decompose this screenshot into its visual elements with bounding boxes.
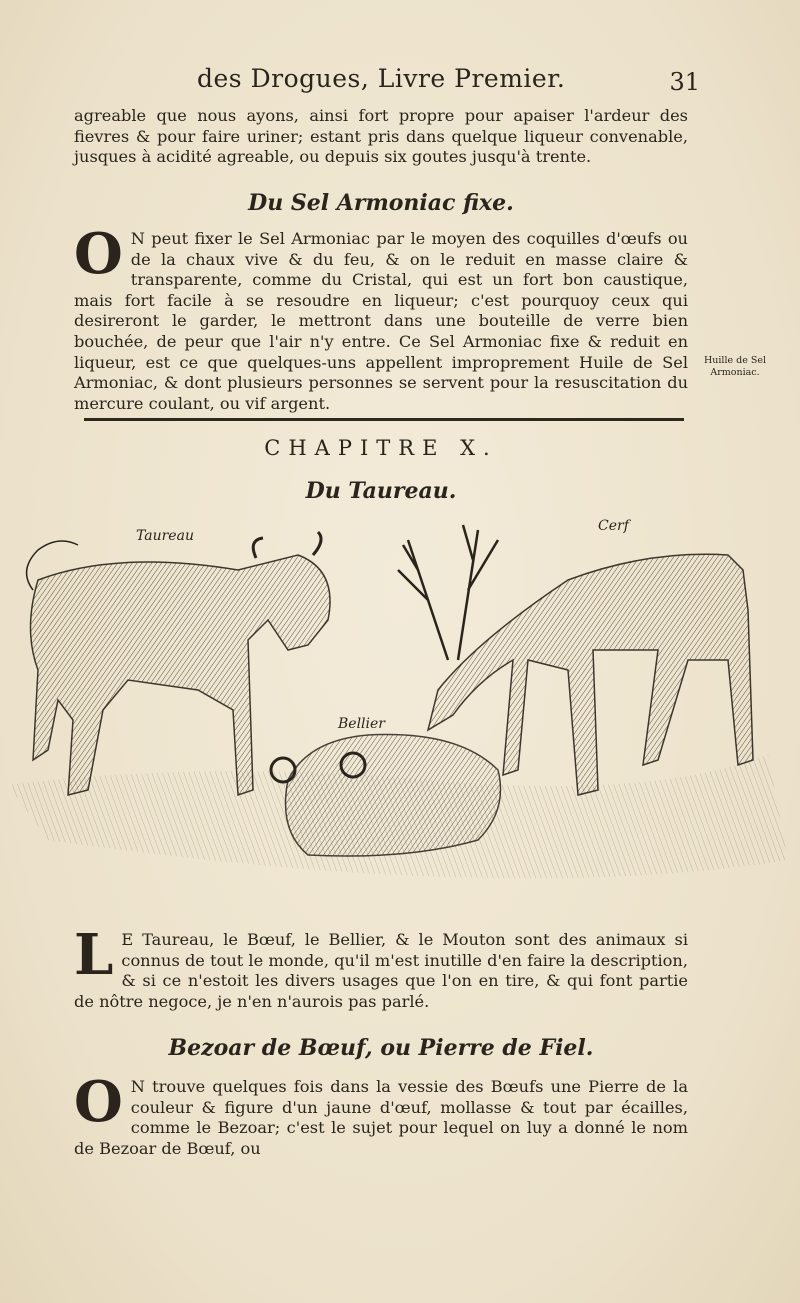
ram-figure bbox=[271, 734, 501, 856]
label-taureau: Taureau bbox=[136, 528, 194, 544]
paragraph-text: E Taureau, le Bœuf, le Bellier, & le Mouton sont des animaux si connus de tout le monde, qu'il m'est inutille d'en faire la description, & si ce n'estoit les divers usages que l'on en tire, & qui font partie de nôtre negoce, je n'en n'aurois pas parlé. bbox=[74, 930, 688, 1011]
paragraph-text: N trouve quelques fois dans la vessie des Bœufs une Pierre de la couleur & figure d'un jaune d'œuf, mollasse & tout par écailles, comme le Bezoar; c'est le sujet pour lequel on luy a donné le nom de Bezoar de Bœuf, ou bbox=[74, 1077, 688, 1158]
chapter-title: Du Taureau. bbox=[305, 478, 457, 504]
dropcap-initial: O bbox=[74, 1069, 123, 1135]
engraving-plate bbox=[8, 510, 792, 900]
margin-note: Huille de Sel Armoniac. bbox=[703, 355, 767, 378]
bull-figure bbox=[27, 532, 330, 795]
animals-engraving bbox=[8, 510, 792, 900]
sel-armoniac-paragraph bbox=[74, 221, 688, 414]
running-head: des Drogues, Livre Premier. bbox=[197, 64, 566, 93]
dropcap-initial: L bbox=[74, 922, 114, 988]
section-title-bezoar: Bezoar de Bœuf, ou Pierre de Fiel. bbox=[168, 1035, 594, 1061]
dropcap-initial: O bbox=[74, 221, 123, 287]
label-bellier: Bellier bbox=[338, 716, 385, 732]
paragraph-text: N peut fixer le Sel Armoniac par le moyen des coquilles d'œufs ou de la chaux vive & du feu, & on le reduit en masse claire & transparente, comme du Cristal, qui est un fort bon caustique, mais fort facile à se resoudre en liqueur; c'est pourquoy ceux qui desireront le garder, le mettront dans une bouteille de verre bien bouchée, de peur que l'air n'y entre. Ce Sel Armoniac fixe & reduit en liqueur, est ce que quelques-uns appellent improprement Huile de Sel Armoniac, & dont plusieurs personnes se servent pour la resuscitation du mercure coulant, ou vif argent. bbox=[74, 229, 688, 413]
chapter-heading: CHAPITRE X. bbox=[264, 436, 498, 460]
taureau-paragraph bbox=[74, 922, 688, 1012]
bezoar-paragraph bbox=[74, 1069, 688, 1159]
label-cerf: Cerf bbox=[598, 518, 629, 534]
page-header bbox=[72, 64, 700, 100]
section-title-sel-armoniac: Du Sel Armoniac fixe. bbox=[248, 190, 514, 216]
page-number: 31 bbox=[669, 68, 700, 96]
intro-paragraph: agreable que nous ayons, ainsi fort propre pour apaiser l'ardeur des fievres & pour faire uriner; estant pris dans quelque liqueur convenable, jusques à acidité agreable, ou depuis six goutes jusqu'à trente. bbox=[74, 106, 688, 167]
section-divider bbox=[84, 418, 684, 421]
